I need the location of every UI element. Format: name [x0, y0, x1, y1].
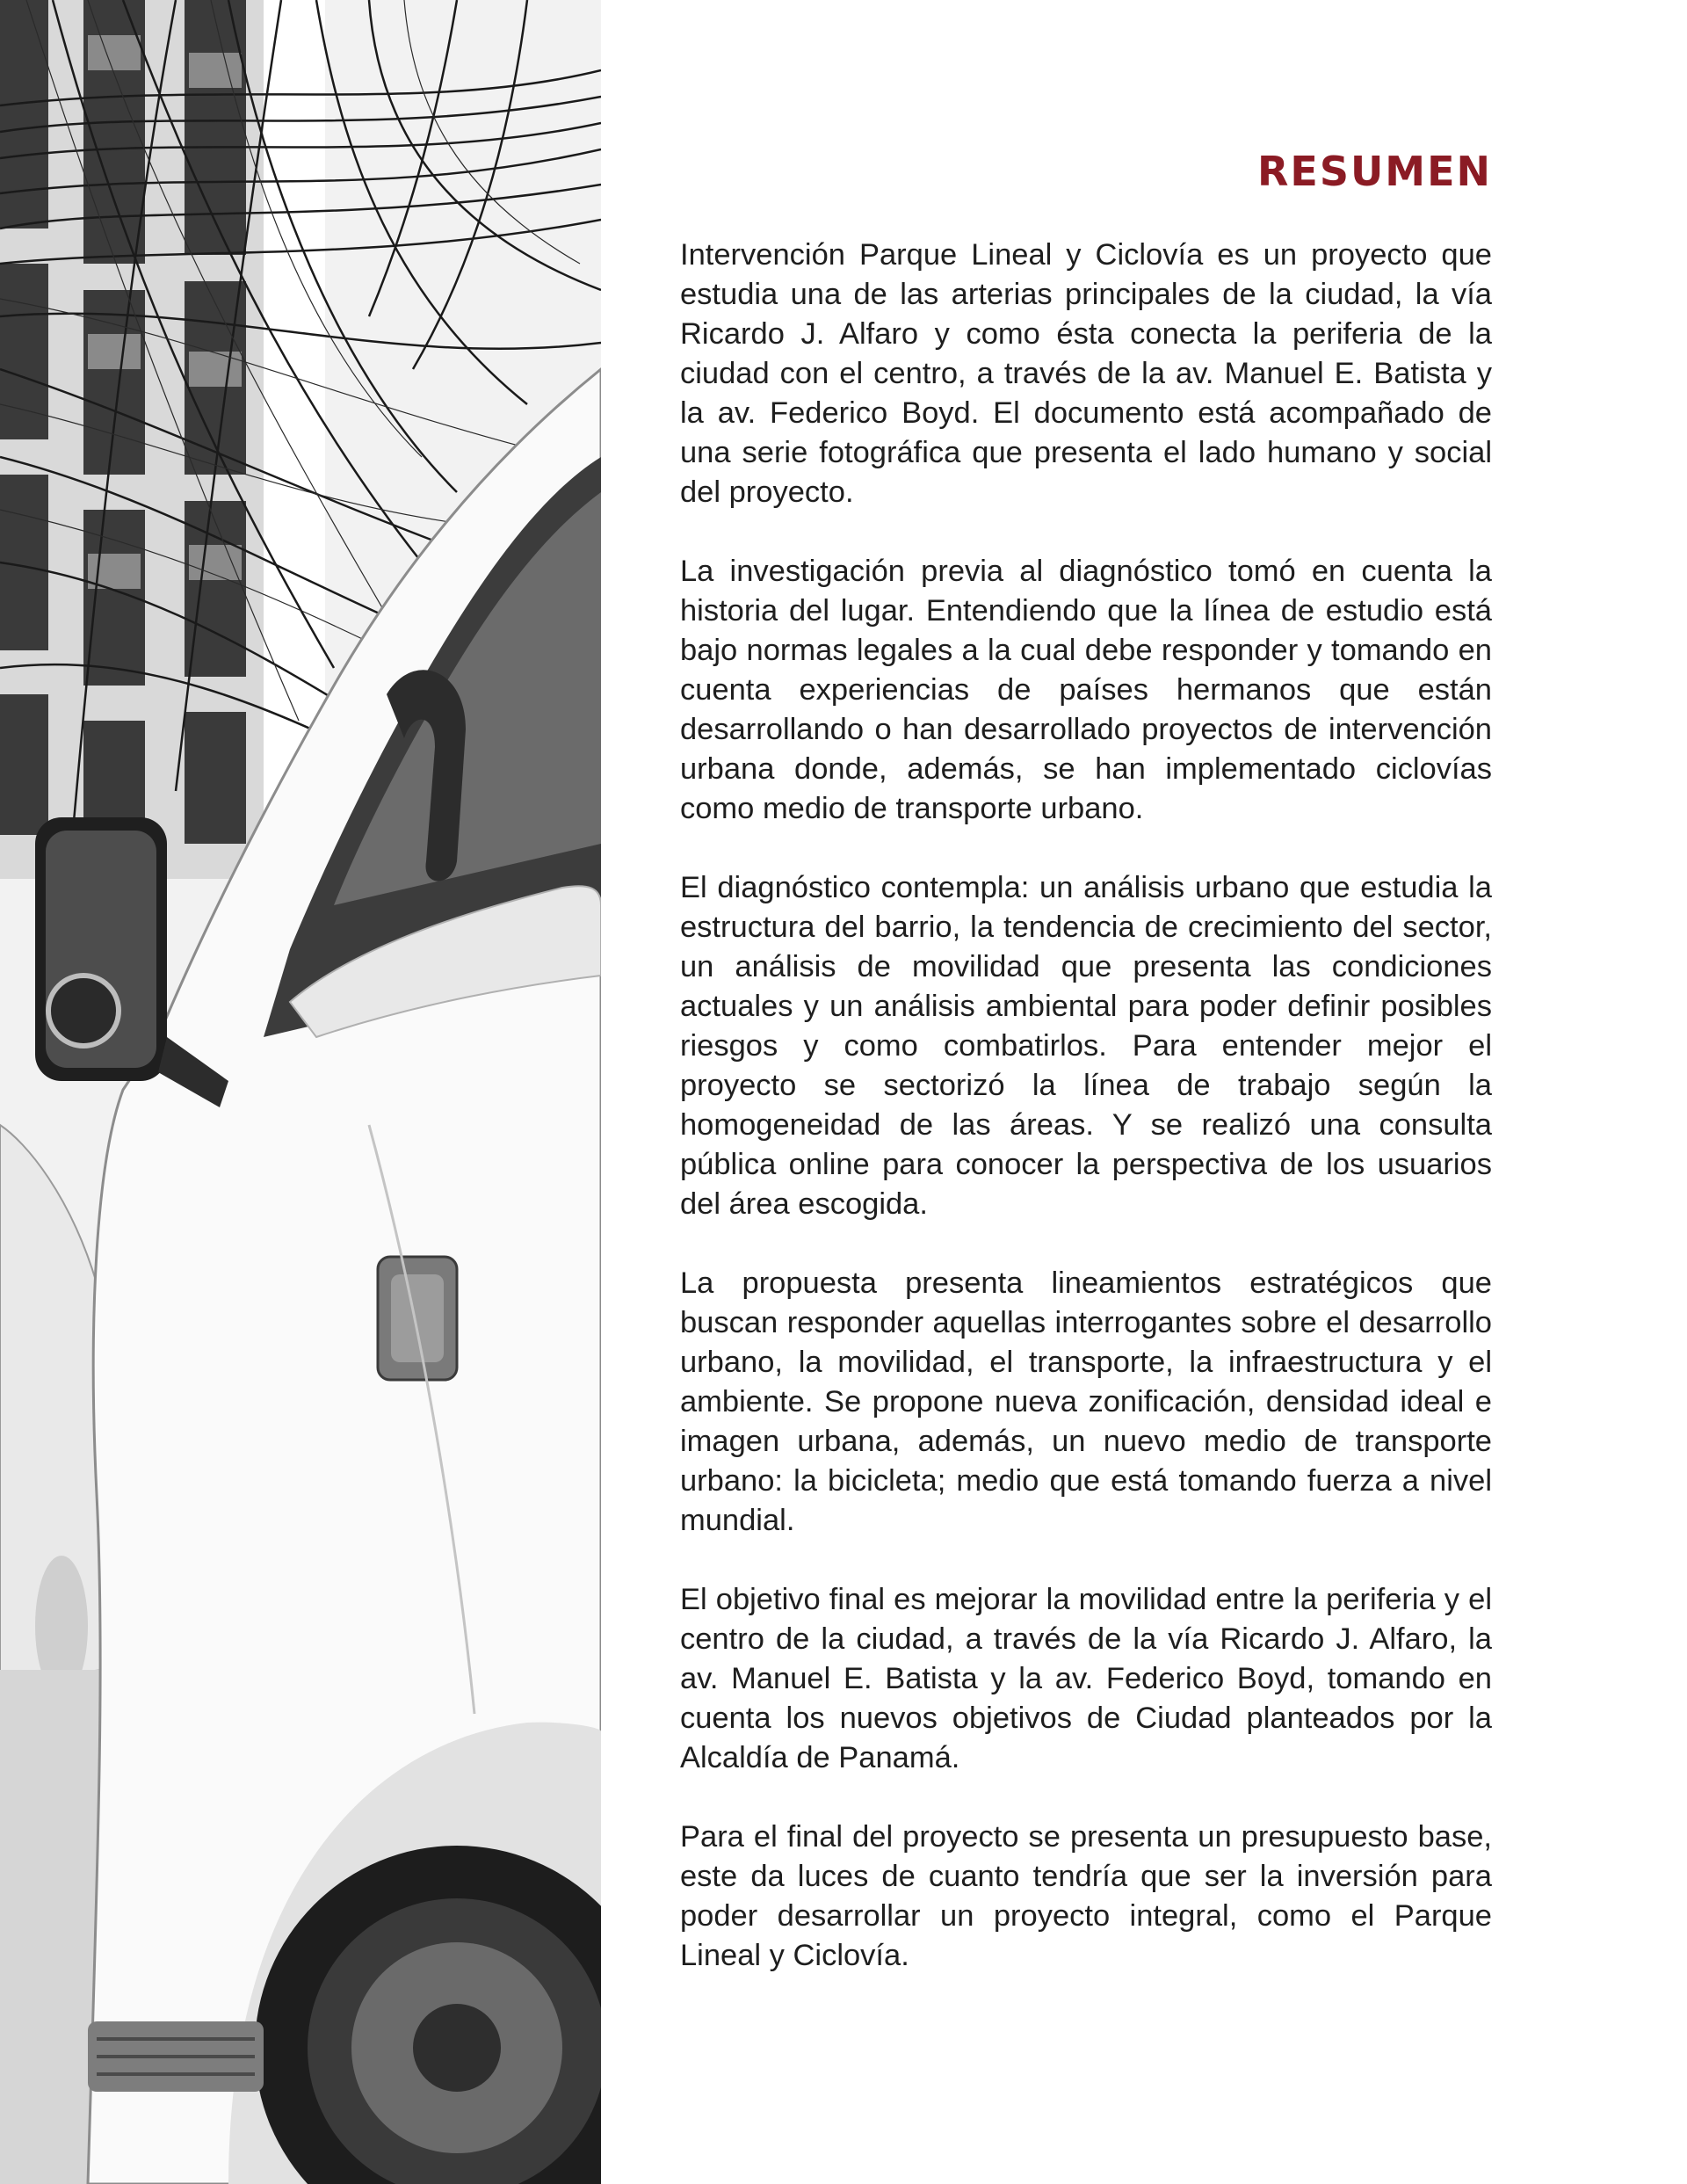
- summary-paragraph: El objetivo final es mejorar la movilidad entre la periferia y el centro de la ciudad, a través de la vía Ricardo J. Alfaro, la av. Manuel E. Batista y la av. Federico Boyd, tomando en cuenta los nuevos objetivos de Ciudad planteados por la Alcaldía de Panamá.: [680, 1583, 1492, 1774]
- summary-section: [680, 0, 1492, 2184]
- section-title: RESUMEN: [1256, 148, 1492, 195]
- summary-paragraph: La investigación previa al diagnóstico tomó en cuenta la historia del lugar. Entendiendo que la línea de estudio está bajo normas legales a la cual debe responder y tomando en cuenta experiencias de países hermanos que están desarrollando o han desarrollado proyectos de intervención urbana donde, además, se han implementado ciclovías como medio de transporte urbano.: [680, 555, 1492, 825]
- summary-body: [680, 236, 1492, 2015]
- summary-paragraph: La propuesta presenta lineamientos estratégicos que buscan responder aquellas interrogantes sobre el desarrollo urbano, la movilidad, el transporte, la infraestructura y el ambiente. Se propone nueva zonificación, densidad ideal e imagen urbana, además, un nuevo medio de transporte urbano: la bicicleta; medio que está tomando fuerza a nivel mundial.: [680, 1266, 1492, 1537]
- street-van-photo: [0, 0, 601, 2184]
- cover-photo: [0, 0, 601, 2184]
- summary-paragraph: Intervención Parque Lineal y Ciclovía es un proyecto que estudia una de las arterias principales de la ciudad, la vía Ricardo J. Alfaro y como ésta conecta la periferia de la ciudad con el centro, a través de la av. Manuel E. Batista y la av. Federico Boyd. El documento está acompañado de una serie fotográfica que presenta el lado humano y social del proyecto.: [680, 238, 1492, 509]
- summary-paragraph: El diagnóstico contempla: un análisis urbano que estudia la estructura del barrio, la tendencia de crecimiento del sector, un análisis de movilidad que presenta las condiciones actuales y un análisis ambiental para poder definir posibles riesgos y como combatirlos. Para entender mejor el proyecto se sectorizó la línea de trabajo según la homogeneidad de las áreas. Y se realizó una consulta pública online para conocer la perspectiva de los usuarios del área escogida.: [680, 871, 1492, 1221]
- summary-paragraph: Para el final del proyecto se presenta un presupuesto base, este da luces de cuanto tendría que ser la inversión para poder desarrollar un proyecto integral, como el Parque Lineal y Ciclovía.: [680, 1820, 1492, 1972]
